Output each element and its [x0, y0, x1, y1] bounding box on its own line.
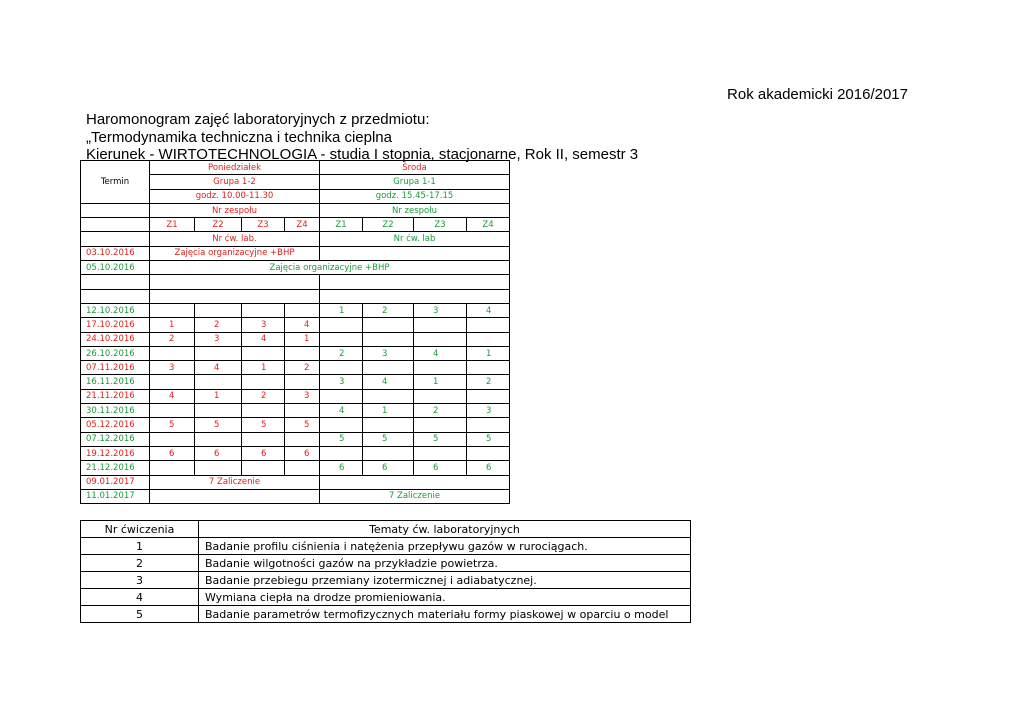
- exercise-number-cell: 5: [242, 418, 285, 432]
- empty-cell: [285, 303, 320, 317]
- date-cell: 21.12.2016: [81, 461, 150, 475]
- exercise-number-cell: 5: [414, 432, 467, 446]
- empty-cell: [285, 461, 320, 475]
- monday-team: Z2: [195, 218, 242, 232]
- empty-cell: [285, 432, 320, 446]
- empty-cell: [414, 332, 467, 346]
- empty-cell: [195, 375, 242, 389]
- exercise-number-cell: 5: [195, 418, 242, 432]
- exercise-number-cell: 2: [414, 404, 467, 418]
- heading-line-2: „Termodynamika techniczna i technika cieplna: [86, 128, 392, 146]
- topics-table: [80, 520, 691, 623]
- schedule-header-exercise-row: [81, 232, 510, 246]
- schedule-row: [81, 346, 510, 360]
- exercise-number-cell: 1: [363, 404, 414, 418]
- topics-col-number: Nr ćwiczenia: [81, 521, 199, 538]
- schedule-row: [81, 389, 510, 403]
- date-cell: 07.11.2016: [81, 361, 150, 375]
- empty-cell: [150, 489, 320, 503]
- empty-cell: [320, 332, 363, 346]
- exercise-number-cell: 4: [414, 346, 467, 360]
- termin-label: Termin: [81, 161, 150, 204]
- empty-cell: [467, 446, 510, 460]
- empty-cell: [195, 461, 242, 475]
- empty-cell: [242, 303, 285, 317]
- monday-team: Z4: [285, 218, 320, 232]
- empty-cell: [285, 404, 320, 418]
- empty-cell: [363, 332, 414, 346]
- wednesday-team: Z1: [320, 218, 363, 232]
- monday-team-label: Nr zespołu: [150, 203, 320, 217]
- monday-group: Grupa 1-2: [150, 175, 320, 189]
- exercise-number-cell: 6: [363, 461, 414, 475]
- schedule-header-teams-row: [81, 218, 510, 232]
- empty-cell: [320, 246, 510, 260]
- exercise-number-cell: 1: [150, 318, 195, 332]
- wednesday-day: Środa: [320, 161, 510, 175]
- exercise-number-cell: 1: [467, 346, 510, 360]
- exercise-number-cell: 5: [285, 418, 320, 432]
- exercise-number-cell: 2: [150, 332, 195, 346]
- schedule-header-team-label-row: [81, 203, 510, 217]
- exercise-number-cell: 5: [320, 432, 363, 446]
- topic-row: [81, 589, 691, 606]
- exercise-number-cell: 2: [320, 346, 363, 360]
- monday-day: Poniedziałek: [150, 161, 320, 175]
- topic-row: [81, 572, 691, 589]
- date-cell: 16.11.2016: [81, 375, 150, 389]
- exercise-number-cell: 2: [195, 318, 242, 332]
- monday-final-row: [81, 475, 510, 489]
- monday-intro-row: [81, 246, 510, 260]
- empty-cell: [242, 461, 285, 475]
- schedule-table: [80, 160, 510, 504]
- heading-line-3: Kierunek - WIRTOTECHNOLOGIA - studia I stopnia, stacjonarne, Rok II, semestr 3: [86, 146, 639, 163]
- topic-row: [81, 606, 691, 623]
- empty-cell: [363, 389, 414, 403]
- date-cell: 19.12.2016: [81, 446, 150, 460]
- empty-cell: [150, 346, 195, 360]
- date-cell: 07.12.2016: [81, 432, 150, 446]
- topic-text: Wymiana ciepła na drodze promieniowania.: [199, 589, 691, 606]
- empty-cell: [467, 332, 510, 346]
- exercise-number-cell: 3: [285, 389, 320, 403]
- empty-cell: [320, 361, 363, 375]
- document-heading: [86, 111, 638, 164]
- empty-cell: [242, 346, 285, 360]
- empty-cell: [414, 318, 467, 332]
- empty-cell: [414, 389, 467, 403]
- empty-cell: [242, 375, 285, 389]
- date-cell: 11.01.2017: [81, 489, 150, 503]
- wednesday-team-label: Nr zespołu: [320, 203, 510, 217]
- topic-number: 2: [81, 555, 199, 572]
- topics-header-row: [81, 521, 691, 538]
- wednesday-team: Z4: [467, 218, 510, 232]
- empty-row: [81, 289, 510, 303]
- date-cell: 05.10.2016: [81, 261, 150, 275]
- empty-row: [81, 275, 510, 289]
- empty-cell: [320, 475, 510, 489]
- exercise-number-cell: 6: [320, 461, 363, 475]
- topic-number: 1: [81, 538, 199, 555]
- date-cell: 05.12.2016: [81, 418, 150, 432]
- empty-cell: [150, 375, 195, 389]
- exercise-number-cell: 2: [363, 303, 414, 317]
- empty-cell: [467, 389, 510, 403]
- date-cell: 17.10.2016: [81, 318, 150, 332]
- exercise-number-cell: 3: [320, 375, 363, 389]
- empty-cell: [320, 418, 363, 432]
- exercise-number-cell: 1: [242, 361, 285, 375]
- exercise-number-cell: 4: [195, 361, 242, 375]
- empty-cell: [242, 432, 285, 446]
- date-cell: 12.10.2016: [81, 303, 150, 317]
- monday-intro-text: Zajęcia organizacyjne +BHP: [150, 246, 320, 260]
- empty-cell: [285, 375, 320, 389]
- academic-year: Rok akademicki 2016/2017: [727, 86, 908, 103]
- exercise-number-cell: 4: [150, 389, 195, 403]
- exercise-number-cell: 6: [414, 461, 467, 475]
- empty-cell: [150, 303, 195, 317]
- wednesday-final-row: [81, 489, 510, 503]
- topic-number: 3: [81, 572, 199, 589]
- date-cell: 21.11.2016: [81, 389, 150, 403]
- exercise-number-cell: 4: [320, 404, 363, 418]
- schedule-row: [81, 418, 510, 432]
- exercise-number-cell: 6: [195, 446, 242, 460]
- empty-cell: [414, 361, 467, 375]
- empty-cell: [414, 446, 467, 460]
- empty-cell: [467, 418, 510, 432]
- exercise-number-cell: 4: [363, 375, 414, 389]
- exercise-number-cell: 6: [242, 446, 285, 460]
- empty-cell: [150, 461, 195, 475]
- exercise-number-cell: 5: [150, 418, 195, 432]
- exercise-number-cell: 2: [242, 389, 285, 403]
- topic-row: [81, 538, 691, 555]
- empty-cell: [150, 432, 195, 446]
- exercise-number-cell: 6: [467, 461, 510, 475]
- date-cell: 26.10.2016: [81, 346, 150, 360]
- schedule-row: [81, 461, 510, 475]
- empty-cell: [320, 318, 363, 332]
- wednesday-intro-row: [81, 261, 510, 275]
- date-cell: 03.10.2016: [81, 246, 150, 260]
- schedule-row: [81, 375, 510, 389]
- empty-cell: [285, 346, 320, 360]
- exercise-number-cell: 6: [150, 446, 195, 460]
- empty-cell: [363, 361, 414, 375]
- wednesday-exercise-label: Nr ćw. lab: [320, 232, 510, 246]
- empty-cell: [81, 232, 150, 246]
- topic-text: Badanie wilgotności gazów na przykładzie powietrza.: [199, 555, 691, 572]
- schedule-row: [81, 318, 510, 332]
- empty-cell: [81, 203, 150, 217]
- topic-text: Badanie profilu ciśnienia i natężenia przepływu gazów w rurociągach.: [199, 538, 691, 555]
- exercise-number-cell: 3: [150, 361, 195, 375]
- empty-cell: [467, 361, 510, 375]
- schedule-header-day-row: [81, 161, 510, 175]
- topic-row: [81, 555, 691, 572]
- empty-cell: [242, 404, 285, 418]
- monday-exercise-label: Nr ćw. lab.: [150, 232, 320, 246]
- date-cell: 30.11.2016: [81, 404, 150, 418]
- exercise-number-cell: 5: [467, 432, 510, 446]
- topic-text: Badanie parametrów termofizycznych materiału formy piaskowej w oparciu o model: [199, 606, 691, 623]
- empty-cell: [414, 418, 467, 432]
- schedule-row: [81, 446, 510, 460]
- topics-col-topic: Tematy ćw. laboratoryjnych: [199, 521, 691, 538]
- wednesday-team: Z2: [363, 218, 414, 232]
- monday-final-text: 7 Zaliczenie: [150, 475, 320, 489]
- topic-text: Badanie przebiegu przemiany izotermicznej i adiabatycznej.: [199, 572, 691, 589]
- schedule-row: [81, 432, 510, 446]
- exercise-number-cell: 2: [285, 361, 320, 375]
- exercise-number-cell: 1: [320, 303, 363, 317]
- schedule-row: [81, 303, 510, 317]
- empty-cell: [150, 404, 195, 418]
- empty-cell: [363, 318, 414, 332]
- empty-cell: [363, 418, 414, 432]
- monday-team: Z1: [150, 218, 195, 232]
- exercise-number-cell: 1: [195, 389, 242, 403]
- wednesday-intro-text: Zajęcia organizacyjne +BHP: [150, 261, 510, 275]
- empty-cell: [320, 389, 363, 403]
- empty-cell: [195, 404, 242, 418]
- date-cell: 24.10.2016: [81, 332, 150, 346]
- empty-cell: [320, 446, 363, 460]
- empty-cell: [363, 446, 414, 460]
- exercise-number-cell: 4: [285, 318, 320, 332]
- wednesday-time: godz. 15.45-17.15: [320, 189, 510, 203]
- schedule-row: [81, 332, 510, 346]
- heading-line-1: Haromonogram zajęć laboratoryjnych z przedmiotu:: [86, 111, 430, 128]
- exercise-number-cell: 6: [285, 446, 320, 460]
- exercise-number-cell: 3: [467, 404, 510, 418]
- exercise-number-cell: 3: [195, 332, 242, 346]
- empty-cell: [81, 218, 150, 232]
- schedule-row: [81, 404, 510, 418]
- exercise-number-cell: 4: [242, 332, 285, 346]
- wednesday-final-text: 7 Zaliczenie: [320, 489, 510, 503]
- schedule-row: [81, 361, 510, 375]
- exercise-number-cell: 1: [414, 375, 467, 389]
- empty-cell: [195, 432, 242, 446]
- topic-number: 4: [81, 589, 199, 606]
- exercise-number-cell: 2: [467, 375, 510, 389]
- exercise-number-cell: 4: [467, 303, 510, 317]
- monday-team: Z3: [242, 218, 285, 232]
- exercise-number-cell: 5: [363, 432, 414, 446]
- monday-time: godz. 10.00-11.30: [150, 189, 320, 203]
- empty-cell: [195, 303, 242, 317]
- topic-number: 5: [81, 606, 199, 623]
- wednesday-group: Grupa 1-1: [320, 175, 510, 189]
- empty-cell: [195, 346, 242, 360]
- exercise-number-cell: 3: [363, 346, 414, 360]
- empty-cell: [467, 318, 510, 332]
- exercise-number-cell: 3: [242, 318, 285, 332]
- exercise-number-cell: 1: [285, 332, 320, 346]
- exercise-number-cell: 3: [414, 303, 467, 317]
- wednesday-team: Z3: [414, 218, 467, 232]
- date-cell: 09.01.2017: [81, 475, 150, 489]
